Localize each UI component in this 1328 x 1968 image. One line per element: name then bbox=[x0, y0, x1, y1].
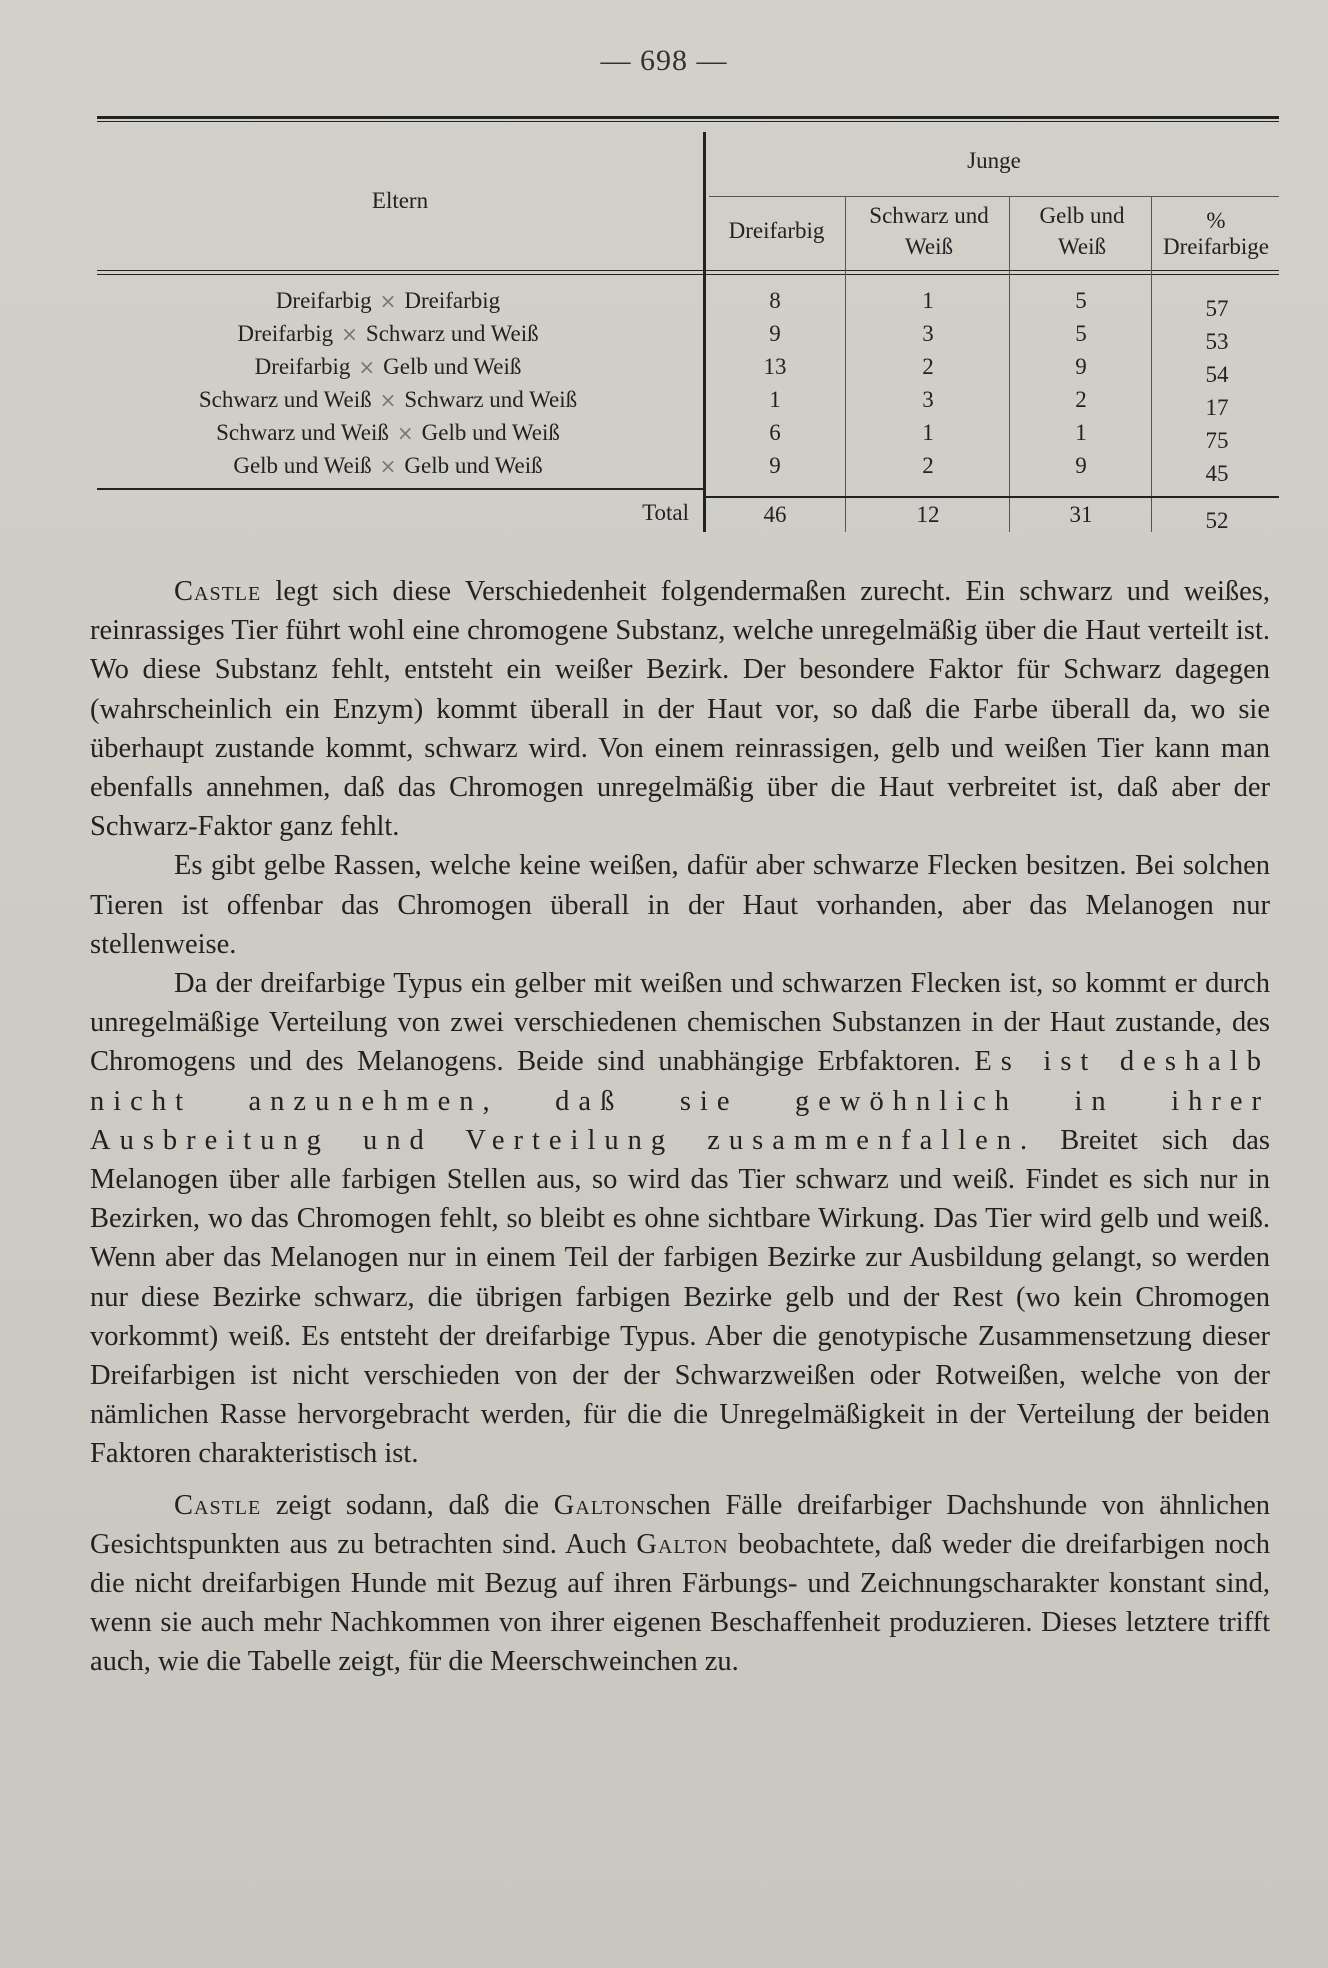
parent-left: Gelb und Weiß bbox=[233, 453, 372, 478]
cell-percent: 57 bbox=[1205, 296, 1229, 321]
cell-dreifarbig: 6 bbox=[769, 420, 781, 445]
header-dreifarbig: Dreifarbig bbox=[728, 218, 825, 243]
inheritance-table bbox=[97, 116, 1279, 544]
author-galton: Galton bbox=[553, 1489, 646, 1521]
header-eltern: Eltern bbox=[371, 188, 429, 213]
cross-symbol: × bbox=[379, 388, 397, 412]
paragraph-3 bbox=[90, 964, 1270, 1474]
header-rule-2 bbox=[97, 274, 1279, 275]
header-rule-1 bbox=[97, 270, 1279, 271]
paragraph-text: zeigt sodann, daß die bbox=[261, 1489, 554, 1521]
header-gelb-und-weiss: Gelb und Weiß bbox=[1039, 203, 1125, 259]
paragraph-text: Da der dreifarbige Typus ein gelber mit weißen und schwarzen Flecken ist, so kommt er durch unregelmäßige Verteilung von zwei verschiedenen chemischen Substanzen in der Haut zustande, des Chromogens und des Melanogens. Beide sind unabhängige Erbfaktoren. bbox=[90, 968, 1270, 1078]
cell-schwarz: 2 bbox=[922, 453, 934, 478]
cell-dreifarbig: 9 bbox=[769, 321, 781, 346]
paragraph-text: beobachtete, daß weder die dreifarbigen noch die nicht dreifarbigen Hunde mit Bezug auf ihren Färbungs- und Zeichnungscharakter konstant sind, wenn sie auch mehr Nachkommen von ihrer eigenen Beschaffenheit produzieren. Dieses letztere trifft auch, wie die Tabelle zeigt, für die Meerschweinchen zu. bbox=[90, 1528, 1270, 1678]
cell-gelb: 9 bbox=[1075, 354, 1087, 379]
cell-gelb: 5 bbox=[1075, 321, 1087, 346]
cross-symbol: × bbox=[379, 289, 397, 313]
cell-dreifarbig: 9 bbox=[769, 453, 781, 478]
author-castle: Castle bbox=[174, 576, 262, 607]
parent-right: Schwarz und Weiß bbox=[404, 387, 578, 412]
cell-percent: 75 bbox=[1205, 428, 1229, 453]
cell-percent: 45 bbox=[1205, 461, 1229, 486]
parent-right: Dreifarbig bbox=[404, 288, 501, 313]
total-percent: 52 bbox=[1205, 508, 1229, 533]
author-galton: Galton bbox=[636, 1528, 729, 1560]
parent-right: Gelb und Weiß bbox=[383, 354, 522, 379]
row-label bbox=[97, 321, 679, 347]
total-rule-left bbox=[97, 488, 703, 490]
percent-label: Dreifarbige bbox=[1163, 234, 1269, 259]
cell-gelb: 2 bbox=[1075, 387, 1087, 412]
percent-symbol: % bbox=[1206, 208, 1226, 233]
page-number: — 698 — bbox=[600, 44, 728, 77]
parent-left: Dreifarbig bbox=[237, 321, 334, 346]
table-top-rule bbox=[97, 116, 1279, 119]
header-junge: Junge bbox=[967, 148, 1021, 173]
cell-schwarz: 3 bbox=[922, 387, 934, 412]
paragraph-2: Es gibt gelbe Rassen, welche keine weißen, dafür aber schwarze Flecken besitzen. Bei solchen Tieren ist offenbar das Chromogen überall in der Haut vorhanden, aber das Melanogen nur stellenweise. bbox=[90, 850, 1270, 960]
cell-schwarz: 1 bbox=[922, 420, 934, 445]
row-label bbox=[97, 288, 679, 314]
parent-right: Gelb und Weiß bbox=[421, 420, 560, 445]
row-label bbox=[97, 354, 679, 380]
header-percent bbox=[1153, 208, 1279, 260]
col-line-2 bbox=[1009, 196, 1010, 532]
cell-gelb: 5 bbox=[1075, 288, 1087, 313]
table-top-rule-thin bbox=[97, 121, 1279, 122]
col-line-1 bbox=[845, 196, 846, 532]
author-castle: Castle bbox=[174, 1489, 262, 1521]
cross-symbol: × bbox=[358, 355, 376, 379]
parent-left: Dreifarbig bbox=[254, 354, 351, 379]
total-gelb: 31 bbox=[1069, 502, 1093, 527]
parent-left: Dreifarbig bbox=[275, 288, 372, 313]
cell-gelb: 9 bbox=[1075, 453, 1087, 478]
cross-symbol: × bbox=[379, 454, 397, 478]
parent-left: Schwarz und Weiß bbox=[198, 387, 372, 412]
parent-left: Schwarz und Weiß bbox=[216, 420, 389, 445]
parent-right: Gelb und Weiß bbox=[404, 453, 543, 478]
row-label bbox=[97, 453, 679, 479]
cross-symbol: × bbox=[341, 322, 358, 346]
paragraph-1 bbox=[90, 572, 1270, 846]
body-text bbox=[90, 572, 1270, 1682]
col-line-3 bbox=[1151, 196, 1152, 532]
cell-schwarz: 1 bbox=[922, 288, 934, 313]
cross-symbol: × bbox=[396, 421, 414, 445]
paragraph-text: Breitet sich das Melanogen über alle farbigen Stellen aus, so wird das Tier schwarz und weiß. Findet es sich nur in Bezirken, wo das Chromogen fehlt, so bleibt es ohne sichtbare Wirkung. Das Tier wird gelb und weiß. Wenn aber das Melanogen nur in einem Teil der farbigen Bezirke zur Ausbildung gelangt, so werden nur diese Bezirke schwarz, die übrigen farbigen Bezirke gelb und der Rest (wo kein Chromogen vorkommt) weiß. Es entsteht der dreifarbige Typus. Aber die genotypische Zusammensetzung dieser Dreifarbigen ist nicht verschieden von der der Schwarzweißen oder Rotweißen, welche von der nämlichen Rasse hervorgebracht werden, für die die Unregelmäßigkeit in der Verteilung der beiden Faktoren charakteristisch ist. bbox=[90, 1124, 1270, 1470]
row-label bbox=[97, 387, 679, 413]
paragraph-text: legt sich diese Verschiedenheit folgendermaßen zurecht. Ein schwarz und weißes, reinrassiges Tier führt wohl eine chromogene Substanz, welche unregelmäßig über die Haut verteilt ist. Wo diese Substanz fehlt, entsteht ein weißer Bezirk. Der besondere Faktor für Schwarz dagegen (wahrscheinlich ein Enzym) kommt überall in der Haut vor, so daß die Farbe überall da, wo sie überhaupt zustande kommt, schwarz wird. Von einem reinrassigen, gelb und weißen Tier kann man ebenfalls annehmen, daß das Chromogen unregelmäßig über die Haut verbreitet ist, daß aber der Schwarz-Faktor ganz fehlt. bbox=[90, 576, 1270, 843]
paragraph-text: schen Fälle dreifarbiger Dachshunde von ähnlichen Gesichtspunkten aus zu betrachten sind. Auch bbox=[90, 1489, 1270, 1560]
cell-percent: 17 bbox=[1205, 395, 1229, 420]
spaced-emphasis: Es ist deshalb nicht anzunehmen, daß sie gewöhnlich in ihrer Ausbreitung und Verteilung zusammenfallen. bbox=[90, 1046, 1270, 1156]
total-schwarz: 12 bbox=[916, 502, 940, 527]
cell-schwarz: 2 bbox=[922, 354, 934, 379]
cell-dreifarbig: 8 bbox=[769, 288, 781, 313]
junge-underline bbox=[709, 196, 1279, 197]
cell-schwarz: 3 bbox=[922, 321, 934, 346]
cell-dreifarbig: 13 bbox=[763, 354, 787, 379]
cell-percent: 54 bbox=[1205, 362, 1229, 387]
parent-right: Schwarz und Weiß bbox=[365, 321, 539, 346]
cell-gelb: 1 bbox=[1075, 420, 1087, 445]
total-rule-right bbox=[703, 496, 1279, 498]
cell-dreifarbig: 1 bbox=[769, 387, 781, 412]
paragraph-4 bbox=[90, 1486, 1270, 1682]
table-divider bbox=[703, 132, 706, 532]
cell-percent: 53 bbox=[1205, 329, 1229, 354]
total-label: Total bbox=[642, 500, 689, 525]
header-schwarz-und-weiss: Schwarz und Weiß bbox=[869, 203, 989, 259]
total-dreifarbig: 46 bbox=[763, 502, 787, 527]
row-label bbox=[97, 420, 679, 446]
